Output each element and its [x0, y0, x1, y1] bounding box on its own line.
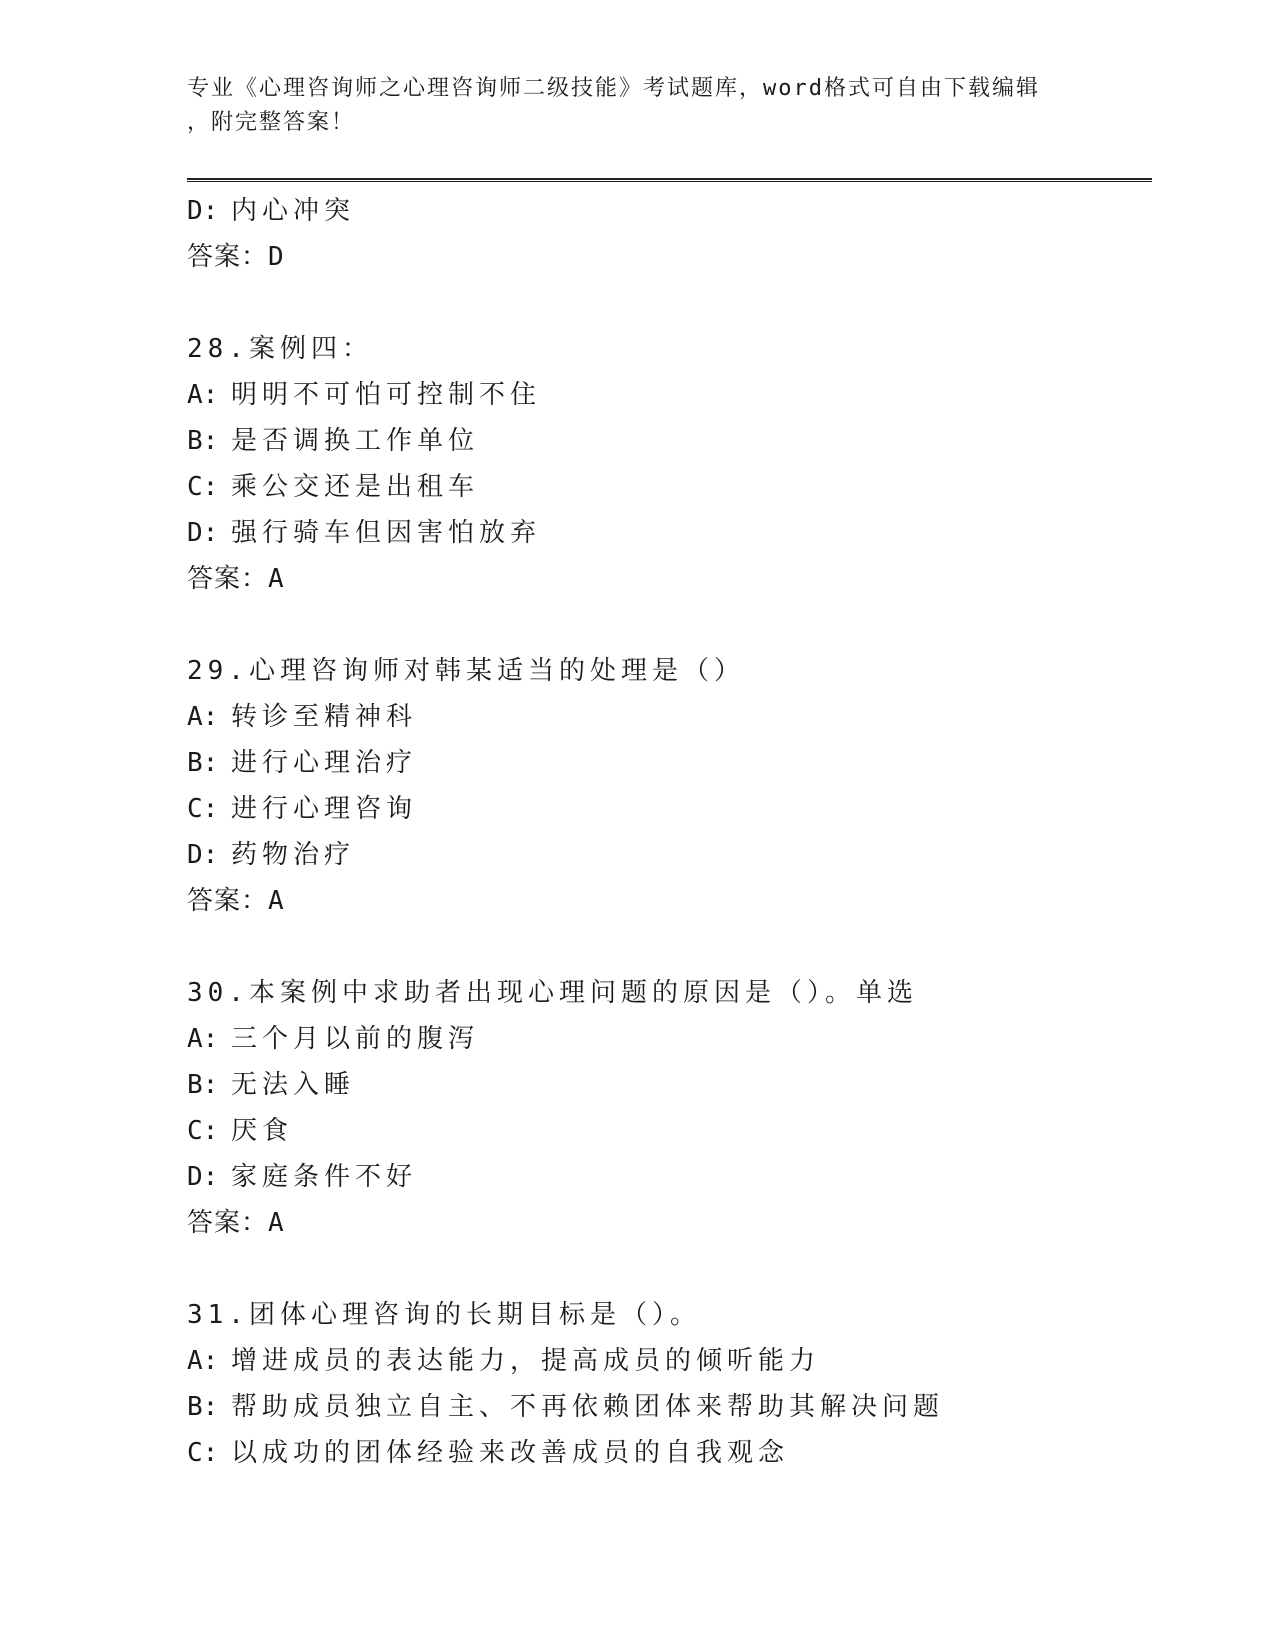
option-text: 进行心理治疗 — [231, 748, 418, 778]
answer-line — [187, 878, 1152, 924]
answer-value: A — [268, 564, 285, 594]
question-list — [187, 188, 1152, 1476]
option-text: 三个月以前的腹泻 — [231, 1024, 480, 1054]
option-text: 帮助成员独立自主、不再依赖团体来帮助其解决问题 — [231, 1392, 945, 1422]
answer-value: A — [268, 1208, 285, 1238]
answer-line — [187, 234, 1152, 280]
option-text: 无法入睡 — [231, 1070, 356, 1100]
option-line — [187, 1108, 1152, 1154]
option-line — [187, 1384, 1152, 1430]
option-key: C: — [187, 472, 219, 502]
answer-label: 答案： — [187, 242, 269, 272]
option-key: B: — [187, 426, 219, 456]
option-line — [187, 418, 1152, 464]
question-title: 30.本案例中求助者出现心理问题的原因是（）。单选 — [187, 978, 918, 1008]
option-text: 强行骑车但因害怕放弃 — [231, 518, 542, 548]
option-key: A: — [187, 702, 219, 732]
option-line — [187, 1016, 1152, 1062]
option-line — [187, 188, 1152, 234]
answer-value: D — [268, 242, 285, 272]
option-line — [187, 740, 1152, 786]
option-line — [187, 372, 1152, 418]
option-line — [187, 1338, 1152, 1384]
option-line — [187, 1154, 1152, 1200]
option-text: 家庭条件不好 — [231, 1162, 418, 1192]
header-line-2: ，附完整答案！ — [187, 110, 356, 135]
option-text: 乘公交还是出租车 — [231, 472, 480, 502]
option-text: 厌食 — [231, 1116, 294, 1146]
option-line — [187, 832, 1152, 878]
question-title: 31.团体心理咨询的长期目标是（）。 — [187, 1300, 701, 1330]
option-text: 明明不可怕可控制不住 — [231, 380, 542, 410]
option-key: B: — [187, 1070, 219, 1100]
header-line-1: 专业《心理咨询师之心理咨询师二级技能》考试题库，word格式可自由下载编辑 — [187, 76, 1040, 101]
option-key: A: — [187, 1346, 219, 1376]
header-divider — [187, 178, 1152, 182]
option-text: 药物治疗 — [231, 840, 356, 870]
option-text: 增进成员的表达能力，提高成员的倾听能力 — [231, 1346, 821, 1376]
option-line — [187, 1062, 1152, 1108]
option-key: A: — [187, 380, 219, 410]
option-line — [187, 694, 1152, 740]
answer-value: A — [268, 886, 285, 916]
option-key: C: — [187, 794, 219, 824]
option-key: A: — [187, 1024, 219, 1054]
option-key: D: — [187, 1162, 219, 1192]
option-line — [187, 1430, 1152, 1476]
option-line — [187, 786, 1152, 832]
option-key: C: — [187, 1438, 219, 1468]
document-header — [187, 72, 1087, 140]
option-text: 进行心理咨询 — [231, 794, 418, 824]
option-key: C: — [187, 1116, 219, 1146]
option-text: 内心冲突 — [231, 196, 356, 226]
option-line — [187, 464, 1152, 510]
answer-line — [187, 556, 1152, 602]
answer-label: 答案： — [187, 886, 269, 916]
option-line — [187, 510, 1152, 556]
option-key: D: — [187, 196, 219, 226]
option-text: 转诊至精神科 — [231, 702, 418, 732]
option-key: D: — [187, 518, 219, 548]
question-title: 29.心理咨询师对韩某适当的处理是（） — [187, 656, 745, 686]
answer-line — [187, 1200, 1152, 1246]
answer-label: 答案： — [187, 1208, 269, 1238]
option-text: 是否调换工作单位 — [231, 426, 480, 456]
option-key: B: — [187, 1392, 219, 1422]
question-title: 28.案例四： — [187, 334, 373, 364]
answer-label: 答案： — [187, 564, 269, 594]
option-text: 以成功的团体经验来改善成员的自我观念 — [231, 1438, 790, 1468]
option-key: B: — [187, 748, 219, 778]
option-key: D: — [187, 840, 219, 870]
